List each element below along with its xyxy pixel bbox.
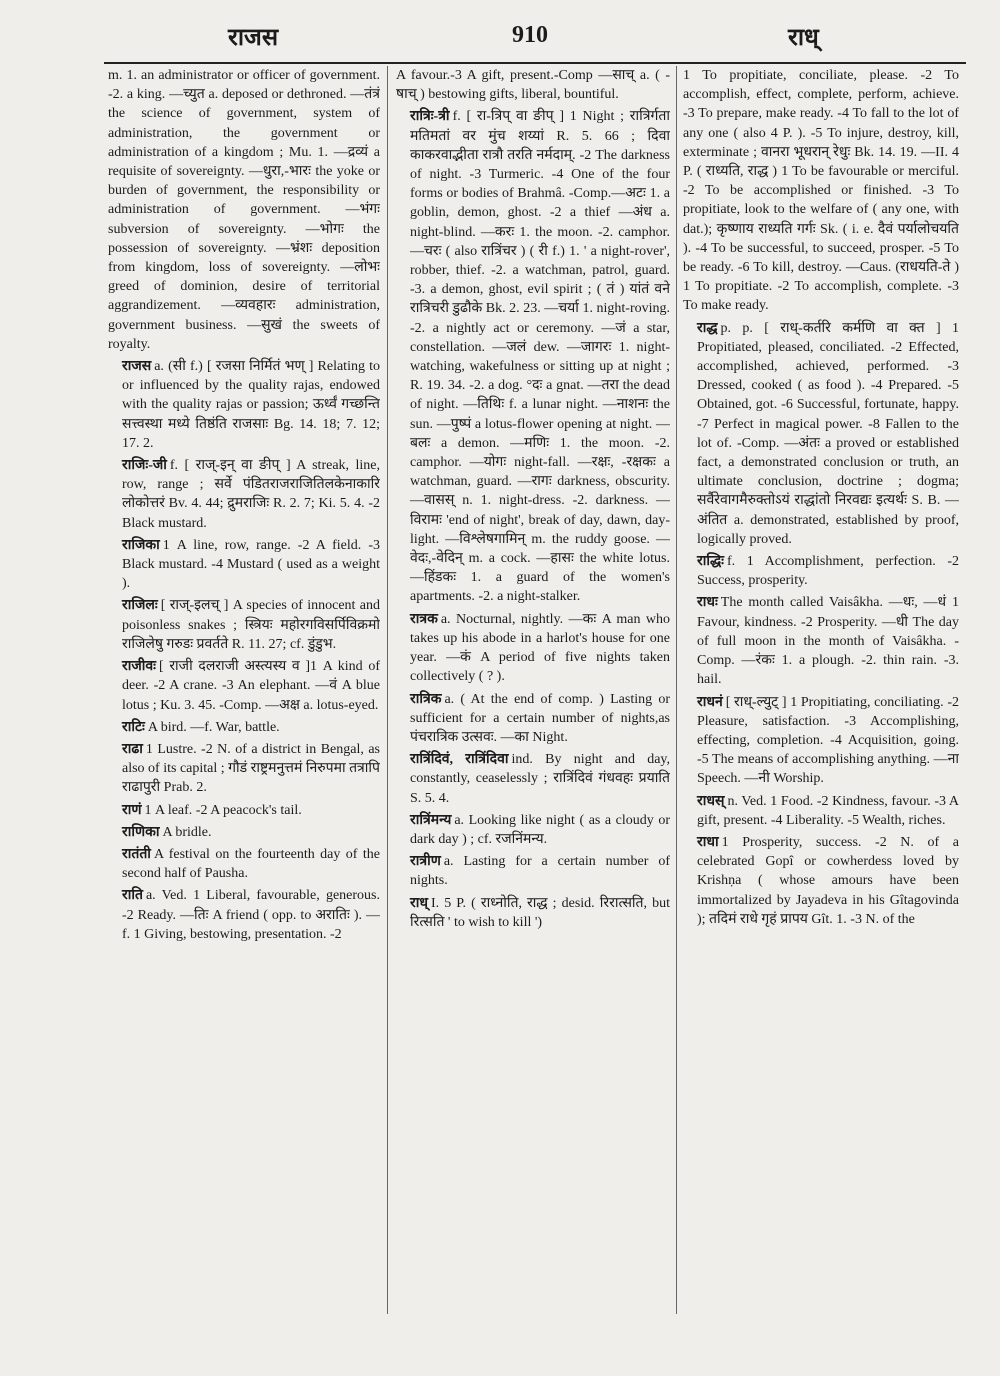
dictionary-entry (396, 690, 670, 748)
page-header (0, 0, 1000, 60)
entry-headword: राजिलः (122, 598, 158, 614)
dictionary-entry (683, 792, 959, 830)
column-divider (676, 66, 677, 1314)
entry-text: A bridle. (162, 824, 212, 840)
dictionary-entry (396, 610, 670, 687)
entry-text: a. Looking like night ( as a cloudy or dark day ) ; cf. रजनिंमन्य. (410, 812, 670, 847)
dictionary-entry (683, 833, 959, 929)
entry-text: p. p. [ राध्-कर्तरि कर्मणि वा क्त ] 1 Propitiated, pleased, conciliated. -2 Effected, accomplished, achieved, performed. -3 Dressed, cooked ( as food ). -4 Prepared. -5 Obtained, got. -6 Successful, fortunate, happy. -7 Perfect in magical power. -8 Fallen to the lot of. -Comp. —अंतः a proved or established fact, a demonstrated conclusion or truth, an ultimate conclusion, doctrine ; dogma; सर्वैरेवागमैरुक्तोऽयं राद्धांतो निरवद्यः इत्यर्थः S. B. —अंतित a. demonstrated, established by proof, logically proved. (697, 320, 959, 547)
entry-headword: राधा (697, 834, 719, 850)
dictionary-entry (108, 845, 380, 883)
dictionary-entry (108, 718, 380, 737)
entry-headword: रातंती (122, 846, 151, 862)
column-left (108, 66, 380, 1306)
entry-headword: राद्ध (697, 320, 718, 336)
entry-headword: राधस् (697, 793, 725, 809)
dictionary-entry (396, 894, 670, 932)
entry-text: 1 Lustre. -2 N. of a district in Bengal, as also of its capital ; गौडं राष्ट्रमनुत्तमं निरुपमा तत्रापि राढापुरी Prab. 2. (122, 741, 380, 796)
left-guide-word: राजस (228, 22, 279, 51)
entry-text: The month called Vaisâkha. —धः, —धं 1 Favour, kindness. -2 Prosperity. —धी The day of full moon in the month of Vaisâkha. -Comp. —रंकः 1. a plough. -2. thin rain. -3. hail. (697, 595, 959, 688)
entry-text: 1 To propitiate, conciliate, please. -2 To accomplish, effect, complete, perform, achieve. -3 To prepare, make ready. -4 To fall to the lot of any one ( also 4 P. ). -5 To injure, destroy, kill, exterminate ; वानरा भूधरान् रेधुः Bk. 14. 19. —II. 4 P. ( राध्यति, राद्ध ) 1 To be favourable or merciful. -2 To be accomplished or finished. -3 To propitiate, look to the welfare of ( any one, with dat.); कृष्णाय राध्यति गर्गः Sk. ( i. e. दैवं पर्यालोचयति ). -4 To be successful, to succeed, prosper. -5 To be ready. -6 To kill, destroy. —Caus. (राधयति-ते ) 1 To propitiate. -2 To accomplish, complete. -3 To make ready. (683, 68, 959, 314)
dictionary-entry (683, 319, 959, 549)
dictionary-entry (108, 66, 380, 354)
dictionary-entry (396, 852, 670, 890)
dictionary-entry (396, 811, 670, 849)
dictionary-entry (108, 536, 380, 594)
entry-headword: रात्रिंदिवं, रात्रिंदिवा (410, 752, 509, 768)
entry-text: f. [ रा-त्रिप् वा ङीप् ] 1 Night ; रात्रिर्गता मतिमतां वर मुंच शय्यां R. 5. 66 ; दिवा काकरवाद्भीता रात्रौ तरति नर्मदाम्. -2 The darkness of night. -3 Turmeric. -4 One of the four forms or bodies of Brahmâ. -Comp.—अटः 1. a goblin, demon, ghost. -2 a thief —अंध a. night-blind. —करः 1. the moon. -2. camphor. —चरः ( also रात्रिंचर ) ( री f.) 1. ' a night-rover', robber, thief. -2. a watchman, patrol, guard. -3. a demon, ghost, evil spirit ; ( तं ) यांतं वने रात्रिचरी डुढौके Bk. 2. 23. —चर्या 1. night-roving. -2. a nightly act or ceremony. —जं a star, constellation. —जलं dew. —जागरः 1. night-watching, wakefulness or sitting up at night ; R. 19. 34. -2. a dog. °दः a gnat. —तरा the dead of night. —तिथिः f. a lunar night. —नाशनः the sun. —पुष्पं a lotus-flower opening at night. —बलः a demon. —मणिः 1. the moon. -2. camphor. —योगः night-fall. —रक्षः, -रक्षकः a watchman, guard. —रागः darkness, obscurity. —वासस् n. 1. night-dress. -2. darkness. —विरामः 'end of night', break of day, dawn, day-light. —विश्लेषगामिन् m. the ruddy goose. —वेदः,-वेदिन् m. a cock. —हासः the white lotus. —हिंडकः 1. a guard of the women's apartments. -2. a night-stalker. (410, 109, 670, 605)
dictionary-entry (108, 823, 380, 842)
entry-text: 1 Prosperity, success. -2 N. of a celebrated Gopî or cowherdess loved by Krishṇa ( whose amours have been immortalized by Jayadeva in his Gîtagovinda ); तदिमं राधे गृहं प्रापय Gît. 1. -3 N. of the (697, 834, 959, 927)
dictionary-entry (396, 107, 670, 606)
entry-headword: राति (122, 888, 143, 904)
dictionary-entry (396, 750, 670, 808)
entry-text: I. 5 P. ( राध्नोति, राद्ध ; desid. रिरात्सति, but रित्सति ' to wish to kill ') (410, 895, 670, 930)
entry-headword: रात्रिः-त्री (410, 109, 450, 125)
entry-headword: राटिः (122, 719, 145, 735)
entry-text: A bird. —f. War, battle. (147, 719, 280, 735)
entry-text: [ राज्-इलच् ] A species of innocent and poisonless snakes ; स्त्रियः महोरगविसर्पिविक्रमो राजिलेषु गरुडः प्रवर्तते R. 11. 27; cf. डुंडुभ. (122, 598, 380, 652)
entry-headword: राजीवः (122, 659, 156, 675)
entry-headword: राजिका (122, 537, 160, 553)
entry-headword: राणं (122, 802, 142, 818)
entry-text: [ राध्-ल्युट् ] 1 Propitiating, conciliating. -2 Pleasure, satisfaction. -3 Accomplishing, effecting, completion. -4 Acquisition, going. -5 The means of accomplishing anything. —ना Speech. —नी Worship. (697, 694, 959, 787)
entry-headword: राजिः-जी (122, 458, 167, 474)
entry-headword: राधः (697, 595, 718, 611)
column-divider (387, 66, 388, 1314)
entry-headword: रात्रिंमन्य (410, 812, 452, 828)
dictionary-entry (108, 886, 380, 944)
page-number: 910 (512, 22, 548, 48)
entry-headword: रात्रिक (410, 691, 442, 707)
dictionary-entry (108, 801, 380, 820)
entry-headword: राजस (122, 359, 152, 375)
entry-text: f. [ राज्-इन् वा ङीप् ] A streak, line, row, range ; सर्वे पंडितराजराजितिलकेनाकारि लोकोत्तरं Bv. 4. 44; द्रुमराजिः R. 2. 7; Ki. 5. 4. -2 Black mustard. (122, 458, 380, 531)
entry-text: m. 1. an administrator or officer of government. -2. a king. —च्युत a. deposed or dethroned. —तंत्रं the science of government, system of administration, the government or administration of a kingdom ; Mu. 1. —द्रव्यं a requisite of sovereignty. —धुरा,-भारः the yoke or burden of government, the responsibility or administration of government. —भंगः subversion of sovereignty. —भोगः the possession of sovereignty. —भ्रंशः deposition from kingdom, loss of sovereignty. —लोभः greed of dominion, desire of territorial aggrandizement. —व्यवहारः administration, government business. —सुखं the sweets of royalty. (108, 68, 380, 352)
entry-headword: राधनं (697, 694, 723, 710)
entry-headword: राणिका (122, 824, 160, 840)
dictionary-entry (108, 357, 380, 453)
dictionary-entry (683, 593, 959, 689)
entry-headword: रात्रक (410, 611, 438, 627)
entry-text: f. 1 Accomplishment, perfection. -2 Success, prosperity. (697, 554, 959, 589)
dictionary-entry (683, 693, 959, 789)
entry-headword: राध् (410, 895, 428, 911)
right-guide-word: राध् (788, 22, 819, 51)
entry-text: A favour.-3 A gift, present.-Comp —साच् a. ( -षाच् ) bestowing gifts, liberal, bountiful. (396, 68, 670, 103)
dictionary-entry (396, 66, 670, 104)
entry-text: 1 A line, row, range. -2 A field. -3 Black mustard. -4 Mustard ( used as a weight ). (122, 537, 380, 592)
entry-text: a. ( At the end of comp. ) Lasting or sufficient for a certain number of nights,as पंचरात्रिक उत्सवः. —का Night. (410, 691, 670, 745)
entry-text: n. Ved. 1 Food. -2 Kindness, favour. -3 A gift, present. -4 Liberality. -5 Wealth, riches. (697, 793, 959, 828)
entry-headword: राद्धिः (697, 554, 724, 570)
entry-text: a. Nocturnal, nightly. —कः A man who takes up his abode in a harlot's house for one year. —कं A period of five nights taken collectively ( ? ). (410, 611, 670, 685)
column-right (683, 66, 959, 1306)
column-middle (396, 66, 670, 1306)
dictionary-entry (108, 657, 380, 715)
entry-headword: रात्रीण (410, 854, 441, 870)
dictionary-entry (108, 596, 380, 654)
entry-text: A festival on the fourteenth day of the second half of Pausha. (122, 846, 380, 882)
dictionary-entry (108, 740, 380, 798)
entry-text: a. Ved. 1 Liberal, favourable, generous. -2 Ready. —तिः A friend ( opp. to अरातिः ). —f. 1 Giving, bestowing, presentation. -2 (122, 888, 380, 942)
dictionary-entry (683, 66, 959, 316)
entry-text: a. (सी f.) [ रजसा निर्मितं भण् ] Relating to or influenced by the quality rajas, endowed with the quality rajas or passion; ऊर्ध्वं गच्छन्ति सत्त्वस्था मध्ये तिष्ठंति राजसाः Bg. 14. 18; 7. 12; 17. 2. (122, 359, 380, 451)
dictionary-entry (683, 552, 959, 590)
dictionary-entry (108, 456, 380, 533)
entry-text: ind. By night and day, constantly, ceaselessly ; रात्रिंदिवं गंधवहः प्रयाति S. 5. 4. (410, 752, 670, 806)
entry-headword: राढा (122, 741, 143, 757)
entry-text: [ राजी दलराजी अस्त्यस्य व ]1 A kind of deer. -2 A crane. -3 An elephant. —वं A blue lotus ; Ku. 3. 45. -Comp. —अक्ष a. lotus-eyed. (122, 659, 380, 713)
entry-text: 1 A leaf. -2 A peacock's tail. (144, 802, 302, 818)
entry-text: a. Lasting for a certain number of nights. (410, 854, 670, 889)
header-rule (104, 62, 966, 64)
